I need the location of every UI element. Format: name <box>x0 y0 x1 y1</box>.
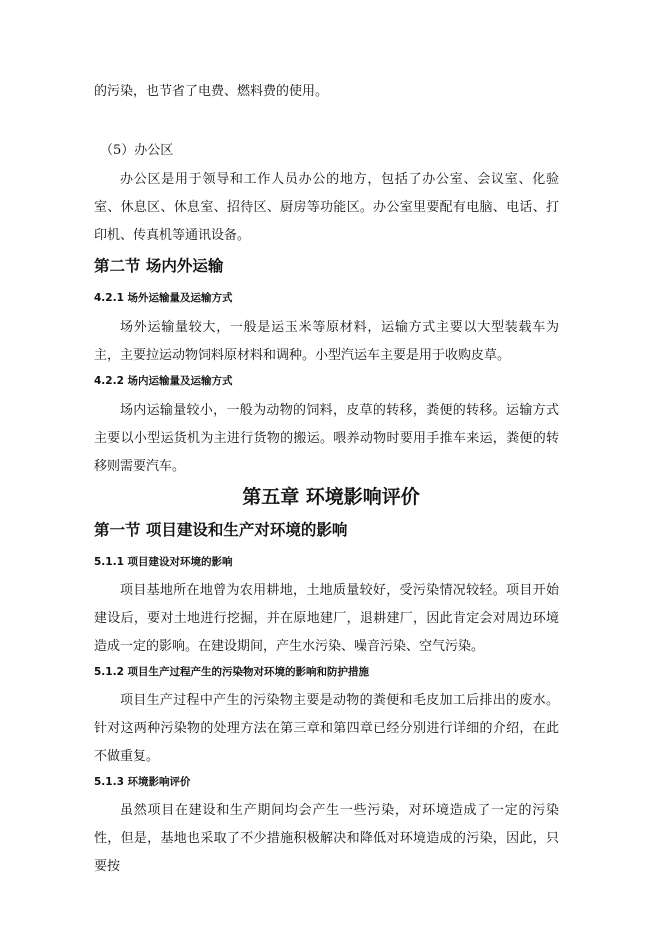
section-heading-environment: 第一节 项目建设和生产对环境的影响 <box>94 521 348 539</box>
paragraph-5-1-2: 项目生产过程中产生的污染物主要是动物的粪便和毛皮加工后排出的废水。针对这两种污染物的处理方法在第三章和第四章已经分别进行详细的介绍，在此不做重复。 <box>94 693 559 764</box>
subheading-5-1-1: 5.1.1 项目建设对环境的影响 <box>94 556 233 568</box>
subheading-5-1-3: 5.1.3 环境影响评价 <box>94 776 191 788</box>
office-paragraph: 办公区是用于领导和工作人员办公的地方，包括了办公室、会议室、化验室、休息区、休息室、招待区、厨房等功能区。办公室里要配有电脑、电话、打印机、传真机等通讯设备。 <box>94 172 559 243</box>
chapter-heading-5: 第五章 环境影响评价 <box>242 486 420 508</box>
subheading-4-2-1: 4.2.1 场外运输量及运输方式 <box>94 292 233 304</box>
subheading-4-2-2: 4.2.2 场内运输量及运输方式 <box>94 375 233 387</box>
paragraph-5-1-3: 虽然项目在建设和生产期间均会产生一些污染，对环境造成了一定的污染性，但是，基地也采取了不少措施积极解决和降低对环境造成的污染，因此，只要按 <box>94 803 559 874</box>
paragraph-4-2-1: 场外运输量较大，一般是运玉米等原材料，运输方式主要以大型装载车为主，主要拉运动物饲料原材料和调种。小型汽运车主要是用于收购皮草。 <box>94 320 559 363</box>
subheading-5-1-2: 5.1.2 项目生产过程产生的污染物对环境的影响和防护措施 <box>94 666 370 678</box>
office-label: （5）办公区 <box>100 143 174 158</box>
section-heading-transport: 第二节 场内外运输 <box>94 257 224 275</box>
intro-text: 的污染，也节省了电费、燃料费的使用。 <box>94 84 329 99</box>
paragraph-5-1-1: 项目基地所在地曾为农用耕地，土地质量较好，受污染情况较轻。项目开始建设后，要对土地进行挖掘，并在原地建厂，退耕建厂，因此肯定会对周边环境造成一定的影响。在建设期间，产生水污染、噪音污染、空气污染。 <box>94 583 559 654</box>
paragraph-4-2-2: 场内运输量较小，一般为动物的饲料，皮草的转移，粪便的转移。运输方式主要以小型运货机为主进行货物的搬运。喂养动物时要用手推车来运，粪便的转移则需要汽车。 <box>94 403 559 474</box>
